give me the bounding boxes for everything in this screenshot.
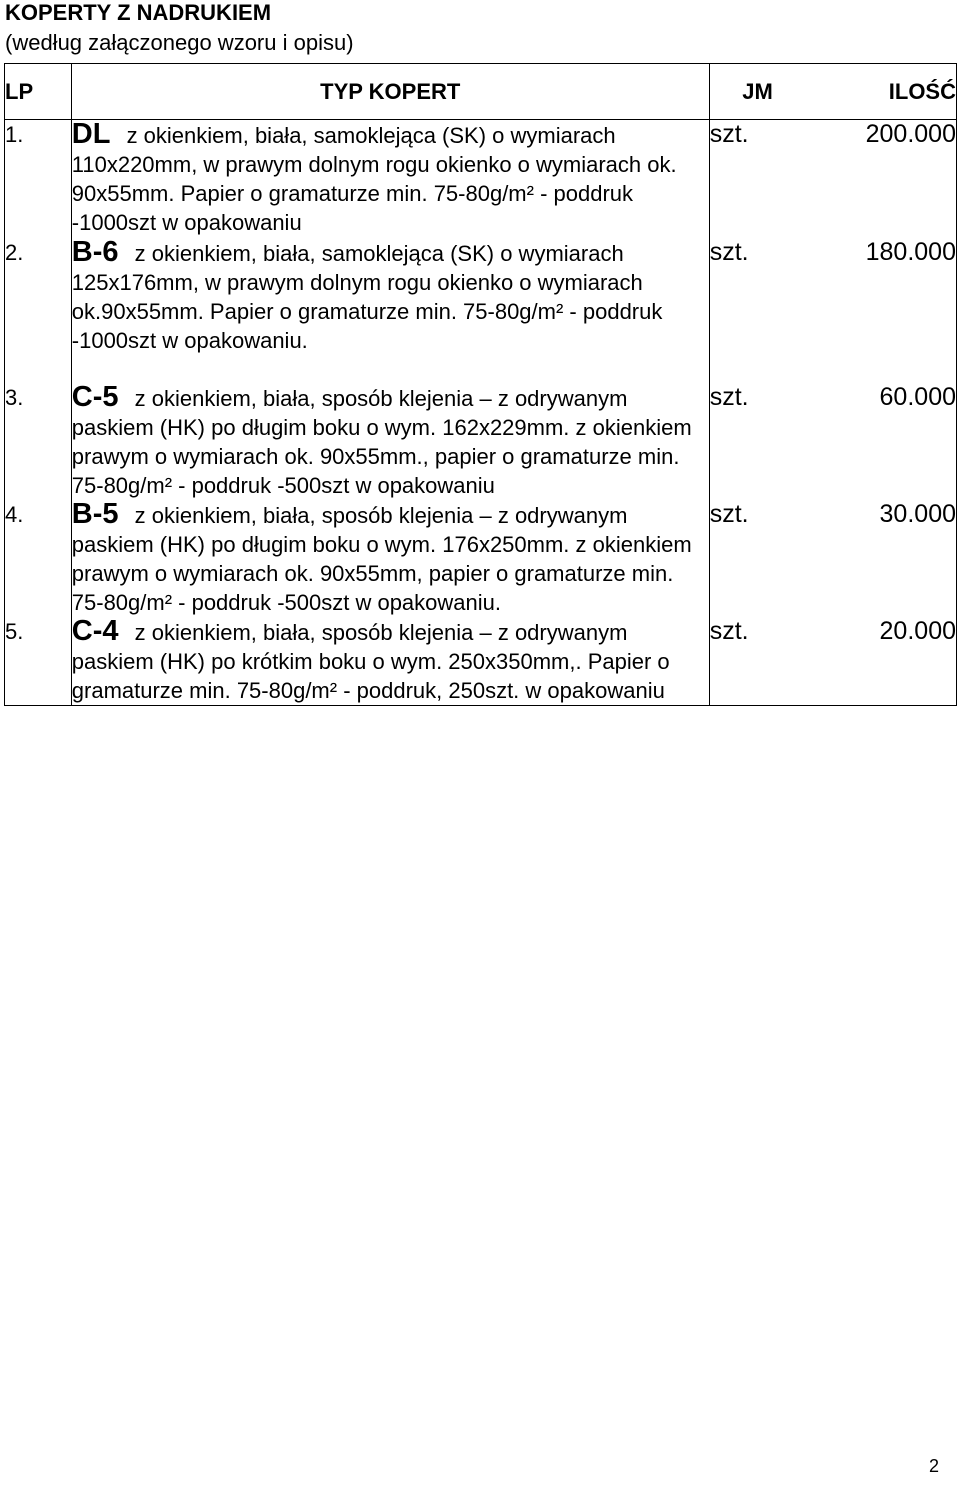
row-quantity: 200.000: [805, 120, 956, 239]
row-lp: 1.: [5, 120, 72, 239]
envelope-description: z okienkiem, biała, samoklejąca (SK) o wymiarach 125x176mm, w prawym dolnym rogu okienko o wymiarach ok.90x55mm. Papier o gramaturze min. 75-80g/m² - poddruk -1000szt w opakowaniu.: [71, 241, 663, 353]
table-row: [5, 238, 957, 383]
header-unit: JM: [709, 64, 805, 120]
header-lp: LP: [5, 64, 72, 120]
row-lp: 3.: [5, 383, 72, 500]
row-quantity: 30.000: [805, 500, 956, 617]
row-unit: szt.: [709, 500, 749, 528]
document-heading: [5, 0, 354, 58]
table-row: [5, 617, 957, 706]
row-unit: szt.: [709, 617, 805, 706]
envelope-table: [4, 63, 957, 706]
envelope-code: B-6: [71, 236, 119, 268]
row-description-cell: [71, 383, 709, 500]
row-quantity: 60.000: [805, 383, 956, 500]
page-number: 2: [928, 1456, 939, 1476]
row-lp: 2.: [5, 238, 72, 383]
envelope-code: DL: [71, 118, 111, 150]
row-unit: szt.: [709, 383, 749, 411]
table-row: [5, 500, 957, 617]
row-lp: 4.: [5, 500, 72, 617]
row-quantity: 20.000: [805, 617, 956, 706]
row-description-cell: [71, 120, 709, 239]
envelope-description: z okienkiem, biała, sposób klejenia – z odrywanym paskiem (HK) po długim boku o wym. 162x229mm. z okienkiem prawym o wymiarach ok. 90x55mm., papier o gramaturze min. 75-80g/m² - poddruk -500szt w opakowaniu: [71, 386, 692, 498]
table-header-row: [5, 64, 957, 120]
header-quantity: ILOŚĆ: [805, 64, 956, 120]
envelope-code: C-5: [71, 381, 119, 413]
row-unit: szt.: [709, 120, 749, 148]
row-unit: szt.: [709, 238, 749, 266]
envelope-code: B-5: [71, 498, 119, 530]
document-title: KOPERTY Z NADRUKIEM: [5, 0, 272, 25]
header-type: TYP KOPERT: [71, 64, 709, 120]
row-description-cell: [71, 238, 709, 383]
row-quantity: 180.000: [805, 238, 956, 383]
table-row: [5, 383, 957, 500]
envelope-description: z okienkiem, biała, sposób klejenia – z odrywanym paskiem (HK) po krótkim boku o wym. 250x350mm,. Papier o gramaturze min. 75-80g/m² - poddruk, 250szt. w opakowaniu: [71, 620, 670, 703]
envelope-description: z okienkiem, biała, sposób klejenia – z odrywanym paskiem (HK) po długim boku o wym. 176x250mm. z okienkiem prawym o wymiarach ok. 90x55mm, papier o gramaturze min. 75-80g/m² - poddruk -500szt w opakowaniu.: [71, 503, 692, 615]
row-lp: 5.: [5, 617, 72, 706]
table-row: [5, 120, 957, 239]
document-subtitle: (według załączonego wzoru i opisu): [5, 30, 354, 55]
row-description-cell: [71, 500, 709, 617]
envelope-code: C-4: [71, 615, 119, 647]
row-description-cell: [71, 617, 709, 706]
envelope-description: z okienkiem, biała, samoklejąca (SK) o wymiarach 110x220mm, w prawym dolnym rogu okienko o wymiarach ok. 90x55mm. Papier o gramaturze min. 75-80g/m² - poddruk -1000szt w opakowaniu: [71, 123, 677, 235]
